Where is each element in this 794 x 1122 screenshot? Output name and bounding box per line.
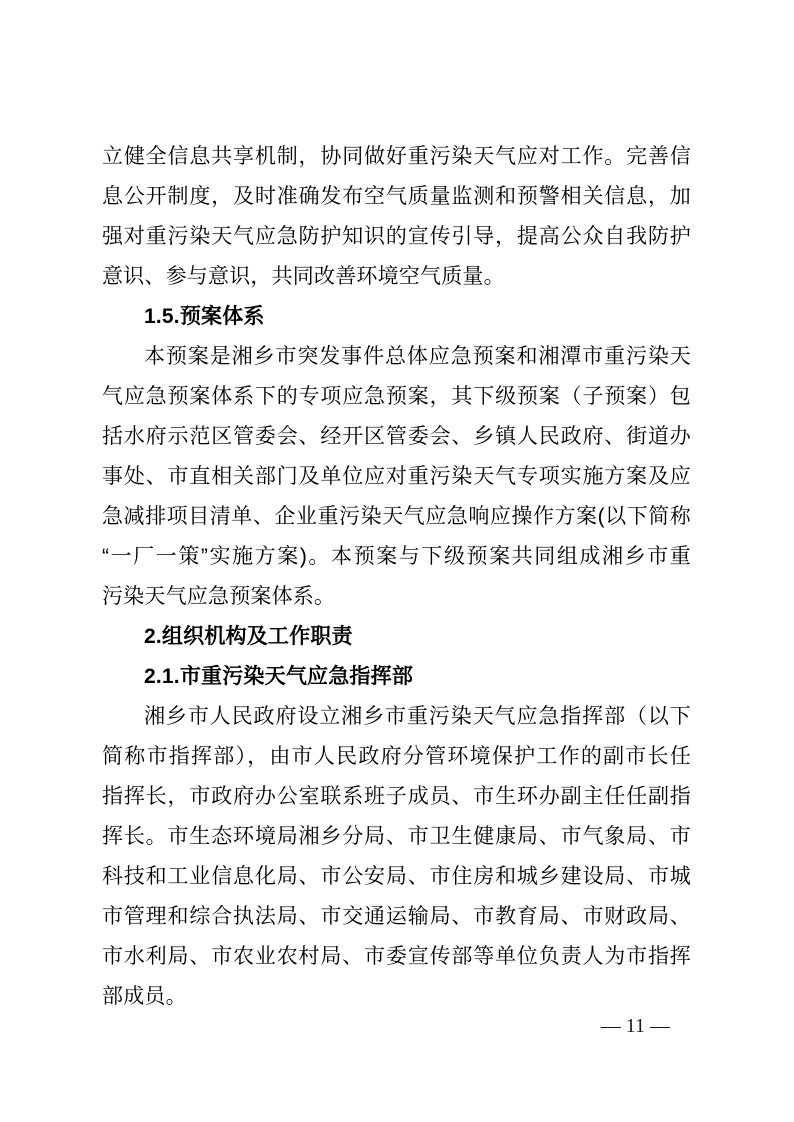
text-line: 简称市指挥部），由市人民政府分管环境保护工作的副市长任 bbox=[102, 745, 691, 768]
text-line: 部成员。 bbox=[102, 985, 187, 1008]
text-line: 市水利局、市农业农村局、市委宣传部等单位负责人为市指挥 bbox=[102, 945, 691, 968]
text-line: 意识、参与意识，共同改善环境空气质量。 bbox=[102, 265, 505, 288]
text-line: 强对重污染天气应急防护知识的宣传引导，提高公众自我防护 bbox=[102, 225, 691, 248]
text-line: 指挥长，市政府办公室联系班子成员、市生环办副主任任副指 bbox=[102, 785, 691, 808]
text-line: 事处、市直相关部门及单位应对重污染天气专项实施方案及应 bbox=[102, 465, 691, 488]
paragraph-command-center bbox=[102, 697, 691, 1017]
heading-2-1-command-center bbox=[102, 657, 691, 697]
paragraph-info-sharing bbox=[102, 137, 691, 297]
text-line: 科技和工业信息化局、市公安局、市住房和城乡建设局、市城 bbox=[102, 865, 691, 888]
heading-line: 2.1.市重污染天气应急指挥部 bbox=[144, 665, 414, 688]
heading-1-5-plan-system bbox=[102, 297, 691, 337]
heading-line: 1.5.预案体系 bbox=[144, 305, 265, 328]
text-line: 立健全信息共享机制，协同做好重污染天气应对工作。完善信 bbox=[102, 145, 691, 168]
text-line: 湘乡市人民政府设立湘乡市重污染天气应急指挥部（以下 bbox=[144, 705, 691, 728]
heading-line: 2.组织机构及工作职责 bbox=[144, 625, 353, 648]
page-number: — 11 — bbox=[600, 1015, 670, 1037]
text-line: 挥长。市生态环境局湘乡分局、市卫生健康局、市气象局、市 bbox=[102, 825, 691, 848]
paragraph-plan-system bbox=[102, 337, 691, 617]
text-line: “一厂一策”实施方案)。本预案与下级预案共同组成湘乡市重 bbox=[102, 545, 691, 568]
text-line: 急减排项目清单、企业重污染天气应急响应操作方案(以下简称 bbox=[102, 505, 691, 528]
text-line: 气应急预案体系下的专项应急预案，其下级预案（子预案）包 bbox=[102, 385, 691, 408]
heading-2-organization bbox=[102, 617, 691, 657]
document-body bbox=[102, 137, 691, 1017]
text-line: 息公开制度，及时准确发布空气质量监测和预警相关信息，加 bbox=[102, 185, 691, 208]
text-line: 本预案是湘乡市突发事件总体应急预案和湘潭市重污染天 bbox=[144, 345, 691, 368]
text-line: 括水府示范区管委会、经开区管委会、乡镇人民政府、街道办 bbox=[102, 425, 691, 448]
text-line: 市管理和综合执法局、市交通运输局、市教育局、市财政局、 bbox=[102, 905, 691, 928]
text-line: 污染天气应急预案体系。 bbox=[102, 585, 336, 608]
